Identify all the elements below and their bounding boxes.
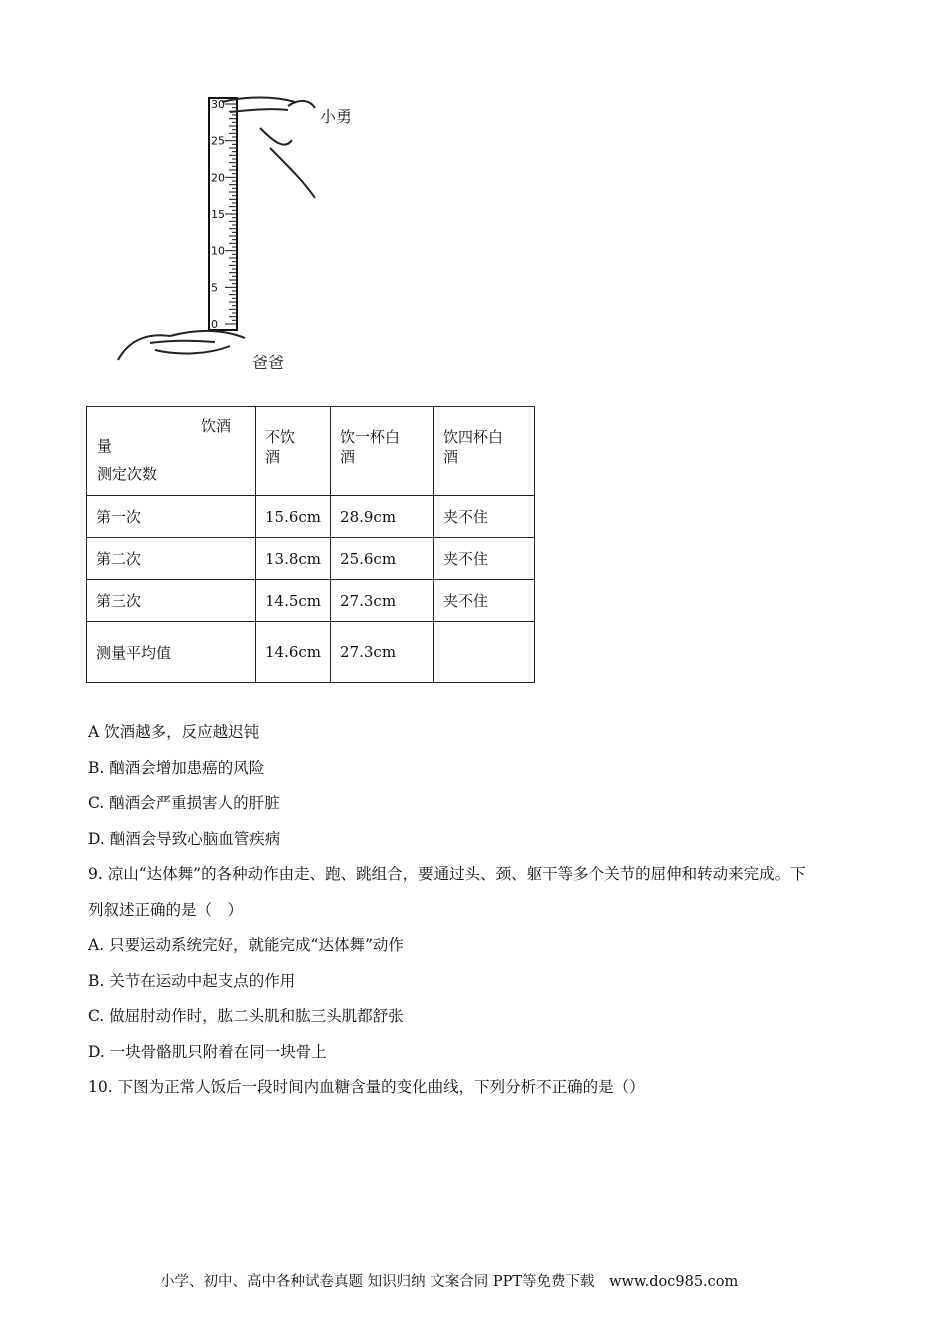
page-footer (160, 1270, 748, 1291)
ruler-tick-label: 25 (211, 134, 225, 148)
q9-stem-line1: 9. 凉山“达体舞”的各种动作由走、跑、跳组合，要通过头、颈、躯干等多个关节的屈伸和转动来完成。下 (88, 865, 806, 883)
footer-site-link[interactable]: www.doc985.com (609, 1274, 739, 1290)
ruler-tick-label: 10 (211, 244, 225, 258)
header-no-drink: 不饮 酒 (256, 407, 331, 496)
header-one-cup: 饮一杯白 酒 (331, 407, 434, 496)
ruler-tick-label: 0 (211, 318, 218, 331)
ruler-tick-label: 30 (211, 98, 225, 111)
header-four-cups: 饮四杯白 酒 (434, 407, 535, 496)
q8-option-c: C. 酗酒会严重损害人的肝脏 (88, 794, 280, 812)
q8-option-d: D. 酗酒会导致心脑血管疾病 (88, 830, 281, 848)
ruler-tick-label: 15 (211, 208, 225, 221)
footer-text: 小学、初中、高中各种试卷真题 知识归纳 文案合同 PPT等免费下载 (160, 1274, 595, 1290)
ruler-tick-label: 5 (211, 281, 218, 295)
table-row: 第一次 15.6cm 28.9cm 夹不住 (87, 496, 535, 538)
ruler-tick-label: 20 (211, 171, 225, 185)
header-test-count: 测定次数 (97, 465, 158, 483)
q9-option-b: B. 关节在运动中起支点的作用 (88, 972, 296, 990)
ruler-figure (110, 88, 370, 378)
header-amount-suffix: 量 (97, 437, 113, 455)
reaction-test-table (86, 406, 535, 683)
table-row: 第三次 14.5cm 27.3cm 夹不住 (87, 580, 535, 622)
header-drinking-amount: 饮酒 (200, 417, 231, 435)
ruler-hands-illustration (110, 88, 370, 378)
q8-option-a: A 饮酒越多，反应越迟钝 (88, 723, 260, 741)
q8-option-b: B. 酗酒会增加患癌的风险 (88, 759, 265, 777)
table-header-diagonal (87, 407, 256, 496)
q9-option-c: C. 做屈肘动作时，肱二头肌和肱三头肌都舒张 (88, 1007, 404, 1025)
q9-stem-line2: 列叙述正确的是（ ） (88, 901, 244, 919)
bottom-hand-label: 爸爸 (252, 353, 285, 372)
q9-option-d: D. 一块骨骼肌只附着在同一块骨上 (88, 1043, 327, 1061)
top-hand-label: 小勇 (320, 107, 353, 126)
q9-option-a: A. 只要运动系统完好，就能完成“达体舞”动作 (88, 936, 404, 954)
table-row: 第二次 13.8cm 25.6cm 夹不住 (87, 538, 535, 580)
q10-stem: 10. 下图为正常人饭后一段时间内血糖含量的变化曲线，下列分析不正确的是（） (88, 1078, 645, 1096)
table-row-average: 测量平均值 14.6cm 27.3cm (87, 622, 535, 683)
